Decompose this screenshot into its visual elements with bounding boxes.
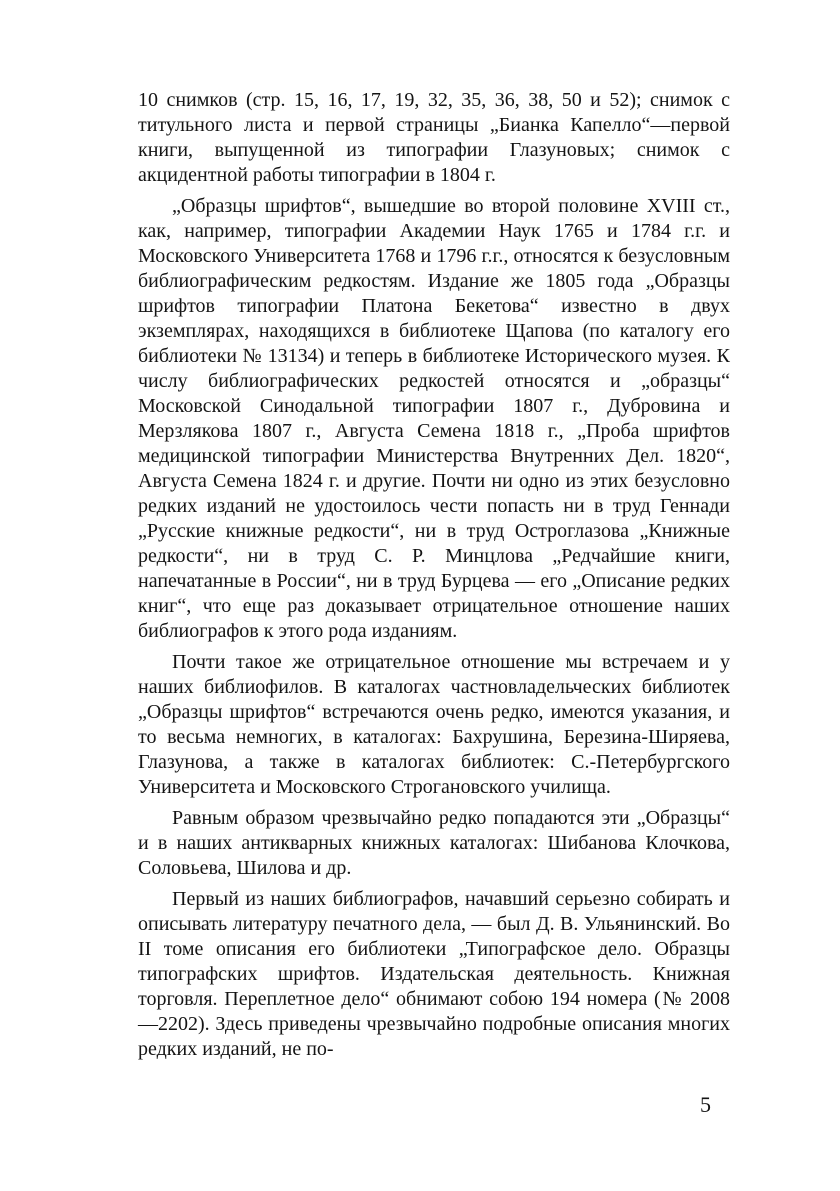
paragraph-2: „Образцы шрифтов“, вышедшие во второй половине XVIII ст., как, например, типографии Академии Наук 1765 и 1784 г.г. и Московского Университета 1768 и 1796 г.г., относятся к безусловным библиографическим редкостям. Издание же 1805 года „Образцы шрифтов типографии Платона Бекетова“ известно в двух экземплярах, находящихся в библиотеке Щапова (по каталогу его библиотеки № 13134) и теперь в библиотеке Исторического музея. К числу библиографических редкостей относятся и „образцы“ Московской Синодальной типографии 1807 г., Дубровина и Мерзлякова 1807 г., Августа Семена 1818 г., „Проба шрифтов медицинской типографии Министерства Внутренних Дел. 1820“, Августа Семена 1824 г. и другие. Почти ни одно из этих безусловно редких изданий не удостоилось чести попасть ни в труд Геннади „Русские книжные редкости“, ни в труд Остроглазова „Книжные редкости“, ни в труд С. Р. Минцлова „Редчайшие книги, напечатанные в России“, ни в труд Бурцева — его „Описание редких книг“, что еще раз доказывает отрицательное отношение наших библиографов к этого рода изданиям. <box>138 195 730 642</box>
paragraph-5: Первый из наших библиографов, начавший серьезно собирать и описывать литературу печатного дела, — был Д. В. Ульянинский. Во II томе описания его библиотеки „Типографское дело. Образцы типографских шрифтов. Издательская деятельность. Книжная торговля. Переплетное дело“ обнимают собою 194 номера (№ 2008—2202). Здесь приведены чрезвычайно подробные описания многих редких изданий, не по- <box>138 888 730 1060</box>
paragraph-1: 10 снимков (стр. 15, 16, 17, 19, 32, 35, 36, 38, 50 и 52); снимок с титульного листа и первой страницы „Бианка Капелло“—первой книги, выпущенной из типографии Глазуновых; снимок с акцидентной работы типографии в 1804 г. <box>138 89 730 186</box>
page-number: 5 <box>700 1092 711 1117</box>
page-body <box>138 88 730 1068</box>
paragraph-4: Равным образом чрезвычайно редко попадаются эти „Образцы“ и в наших антикварных книжных каталогах: Шибанова Клочкова, Соловьева, Шилова и др. <box>138 807 730 879</box>
paragraph-3: Почти такое же отрицательное отношение мы встречаем и у наших библиофилов. В каталогах частновладельческих библиотек „Образцы шрифтов“ встречаются очень редко, имеются указания, и то весьма немногих, в каталогах: Бахрушина, Березина-Ширяева, Глазунова, а также в каталогах библиотек: С.-Петербургского Университета и Московского Строгановского училища. <box>138 651 730 798</box>
